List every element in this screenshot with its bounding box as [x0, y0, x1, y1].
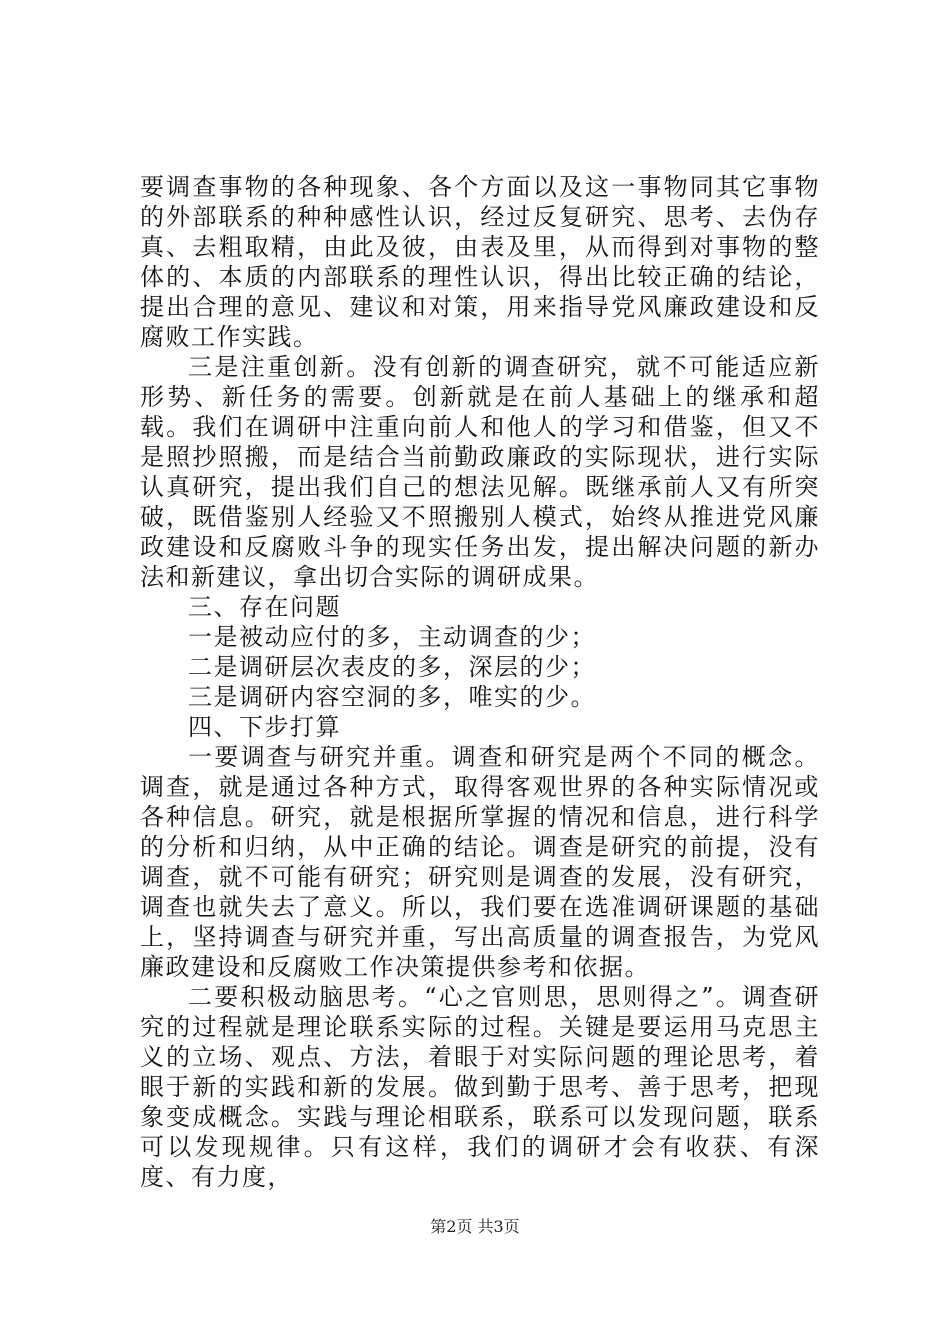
section-heading-problems: 三、存在问题 — [188, 593, 341, 621]
problem-item-3: 三是调研内容空洞的多，唯实的少。 — [188, 683, 596, 711]
document-body — [140, 172, 820, 1192]
paragraph-continuation: 要调查事物的各种现象、各个方面以及这一事物同其它事物的外部联系的种种感性认识，经过反复研究、思考、去伪存真、去粗取精，由此及彼，由表及里，从而得到对事物的整体的、本质的内部联系的理性认识，得出比较正确的结论，提出合理的意见、建议和对策，用来指导党风廉政建设和反腐败工作实践。 — [140, 173, 820, 351]
paragraph-innovation: 三是注重创新。没有创新的调查研究，就不可能适应新形势、新任务的需要。创新就是在前人基础上的继承和超载。我们在调研中注重向前人和他人的学习和借鉴，但又不是照抄照搬，而是结合当前勤政廉政的实际现状，进行实际认真研究，提出我们自己的想法见解。既继承前人又有所突破，既借鉴别人经验又不照搬别人模式，始终从推进党风廉政建设和反腐败斗争的现实任务出发，提出解决问题的新办法和新建议，拿出切合实际的调研成果。 — [140, 353, 820, 591]
page-number-footer: 第2页 共3页 — [430, 1217, 520, 1236]
problem-item-2: 二是调研层次表皮的多，深层的少； — [188, 653, 596, 681]
section-heading-next-steps: 四、下步打算 — [188, 713, 341, 741]
problem-item-1: 一是被动应付的多，主动调查的少； — [188, 623, 596, 651]
paragraph-active-thinking: 二要积极动脑思考。“心之官则思，思则得之”。调查研究的过程就是理论联系实际的过程。关键是要运用马克思主义的立场、观点、方法，着眼于对实际问题的理论思考，着眼于新的实践和新的发展。做到勤于思考、善于思考，把现象变成概念。实践与理论相联系，联系可以发现问题，联系可以发现规律。只有这样，我们的调研才会有收获、有深度、有力度， — [140, 983, 820, 1191]
paragraph-investigation-research: 一要调查与研究并重。调查和研究是两个不同的概念。调查，就是通过各种方式，取得客观世界的各种实际情况或各种信息。研究，就是根据所掌握的情况和信息，进行科学的分析和归纳，从中正确的结论。调查是研究的前提，没有调查，就不可能有研究；研究则是调查的发展，没有研究，调查也就失去了意义。所以，我们要在选准调研课题的基础上，坚持调查与研究并重，写出高质量的调查报告，为党风廉政建设和反腐败工作决策提供参考和依据。 — [140, 743, 820, 981]
